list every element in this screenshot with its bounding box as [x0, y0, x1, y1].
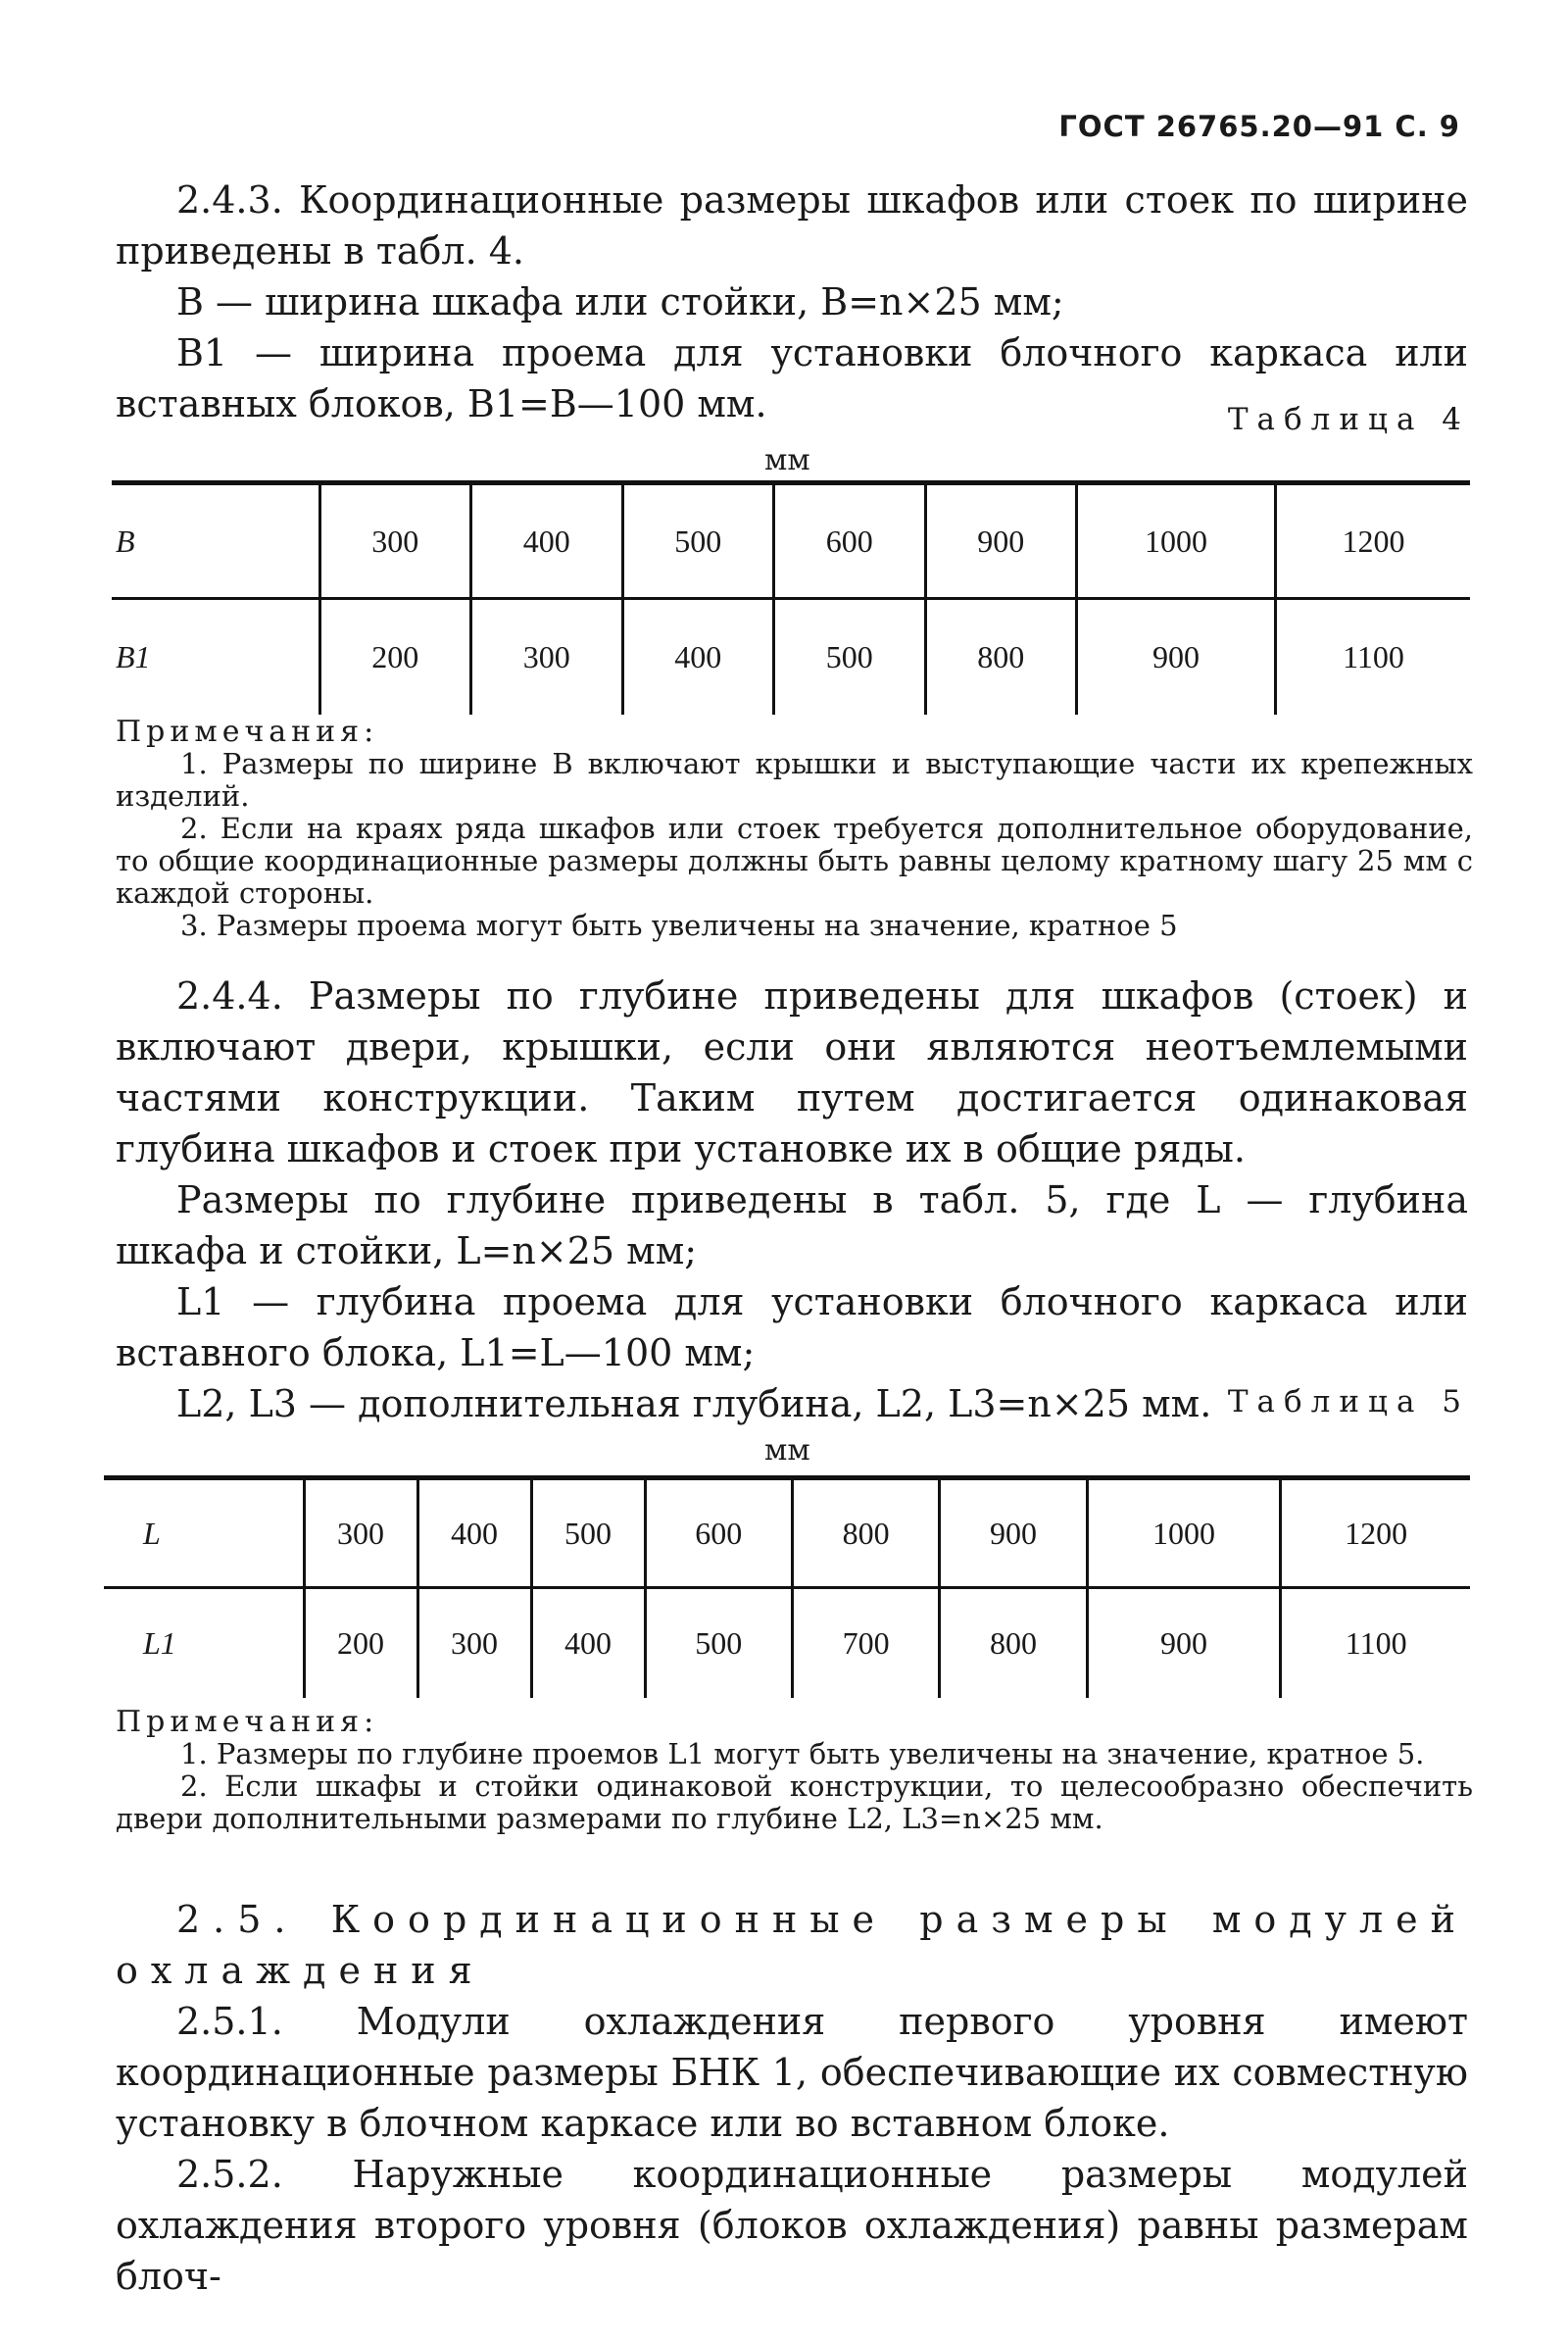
definition-l1: L1 — глубина проема для установки блочного каркаса или вставного блока, L1=L—100 мм;: [116, 1280, 1468, 1374]
table-row: [112, 599, 1470, 715]
note-item: 2. Если шкафы и стойки одинаковой конструкции, то целесообразно обеспечить двери дополнительными размерами по глубине L2, L3=n×25 мм.: [116, 1769, 1473, 1835]
paragraph-2-5-2: 2.5.2. Наружные координационные размеры модулей охлаждения второго уровня (блоков охлаждения) равны размерам блоч-: [116, 2153, 1468, 2298]
table-cell: 1000: [1087, 1478, 1281, 1588]
table-cell: 800: [792, 1478, 939, 1588]
table-row: [104, 1478, 1470, 1588]
note-item: 1. Размеры по глубине проемов L1 могут быть увеличены на значение, кратное 5.: [180, 1737, 1425, 1770]
definition-b: B — ширина шкафа или стойки, B=n×25 мм;: [176, 280, 1064, 324]
note-item: 2. Если на краях ряда шкафов или стоек требуется дополнительное оборудование, то общие координационные размеры должны быть равны целому кратному шагу 25 мм с каждой стороны.: [116, 812, 1473, 910]
paragraph-2-4-3: 2.4.3. Координационные размеры шкафов или стоек по ширине приведены в табл. 4.: [116, 178, 1468, 273]
table-cell: 400: [622, 599, 774, 715]
table-cell: 900: [940, 1478, 1087, 1588]
table-cell: 200: [304, 1588, 417, 1698]
table-cell: 300: [319, 483, 471, 599]
paragraph-2-5-1: 2.5.1. Модули охлаждения первого уровня имеют координационные размеры БНК 1, обеспечивающие их совместную установку в блочном каркасе или во вставном блоке.: [116, 2000, 1468, 2145]
table-cell: 300: [471, 599, 623, 715]
paragraph-depth: Размеры по глубине приведены в табл. 5, где L — глубина шкафа и стойки, L=n×25 мм;: [116, 1178, 1468, 1272]
table-5-notes: [116, 1706, 1473, 1835]
table-4: [112, 480, 1470, 715]
table-cell: 500: [622, 483, 774, 599]
row-label: B: [112, 483, 319, 599]
table-cell: 1100: [1275, 599, 1470, 715]
table-cell: 1100: [1281, 1588, 1470, 1698]
table-4-notes: [116, 716, 1473, 942]
table-cell: 300: [417, 1588, 531, 1698]
section-2-4-4: [116, 971, 1468, 1429]
row-label: L1: [143, 1624, 176, 1661]
table-cell: 600: [774, 483, 926, 599]
table-cell: 800: [940, 1588, 1087, 1698]
table-row: [104, 1588, 1470, 1698]
table-cell: 900: [925, 483, 1077, 599]
table-cell: 1200: [1281, 1478, 1470, 1588]
table-cell: 400: [417, 1478, 531, 1588]
table-cell: 500: [645, 1588, 792, 1698]
table-cell: 400: [531, 1588, 645, 1698]
definition-b1: B1 — ширина проема для установки блочного каркаса или вставных блоков, B1=B—100 мм.: [116, 331, 1468, 425]
table-cell: 900: [1087, 1588, 1281, 1698]
section-2-4-3: [116, 174, 1468, 429]
table-5-unit: мм: [764, 1433, 810, 1468]
table-cell: 600: [645, 1478, 792, 1588]
table-cell: 500: [774, 599, 926, 715]
table-cell: 900: [1077, 599, 1276, 715]
note-item: 3. Размеры проема могут быть увеличены на значение, кратное 5: [180, 909, 1178, 942]
section-2-5-title: 2.5. Координационные размеры модулей охлаждения: [116, 1898, 1468, 1992]
table-cell: 300: [304, 1478, 417, 1588]
table-cell: 700: [792, 1588, 939, 1698]
page-header: ГОСТ 26765.20—91 С. 9: [1058, 110, 1460, 143]
table-4-label: Таблица 4: [1227, 402, 1470, 437]
table-row: [112, 483, 1470, 599]
definition-l2-l3: L2, L3 — дополнительная глубина, L2, L3=n×25 мм.: [176, 1382, 1212, 1425]
table-cell: 1000: [1077, 483, 1276, 599]
table-cell: 1200: [1275, 483, 1470, 599]
row-label: B1: [116, 638, 151, 674]
paragraph-2-4-4: 2.4.4. Размеры по глубине приведены для шкафов (стоек) и включают двери, крышки, если они являются неотъемлемыми частями конструкции. Таким путем достигается одинаковая глубина шкафов и стоек при установке их в общие ряды.: [116, 974, 1468, 1170]
table-5: [104, 1475, 1470, 1698]
table-cell: 200: [319, 599, 471, 715]
table-4-unit: мм: [764, 443, 810, 477]
notes-heading: Примечания:: [116, 1705, 379, 1739]
table-cell: 500: [531, 1478, 645, 1588]
row-label: L: [104, 1478, 304, 1588]
note-item: 1. Размеры по ширине B включают крышки и выступающие части их крепежных изделий.: [116, 747, 1473, 813]
table-5-label: Таблица 5: [1227, 1384, 1470, 1419]
table-cell: 400: [471, 483, 623, 599]
section-2-5: [116, 1894, 1468, 2302]
table-cell: 800: [925, 599, 1077, 715]
notes-heading: Примечания:: [116, 715, 379, 749]
